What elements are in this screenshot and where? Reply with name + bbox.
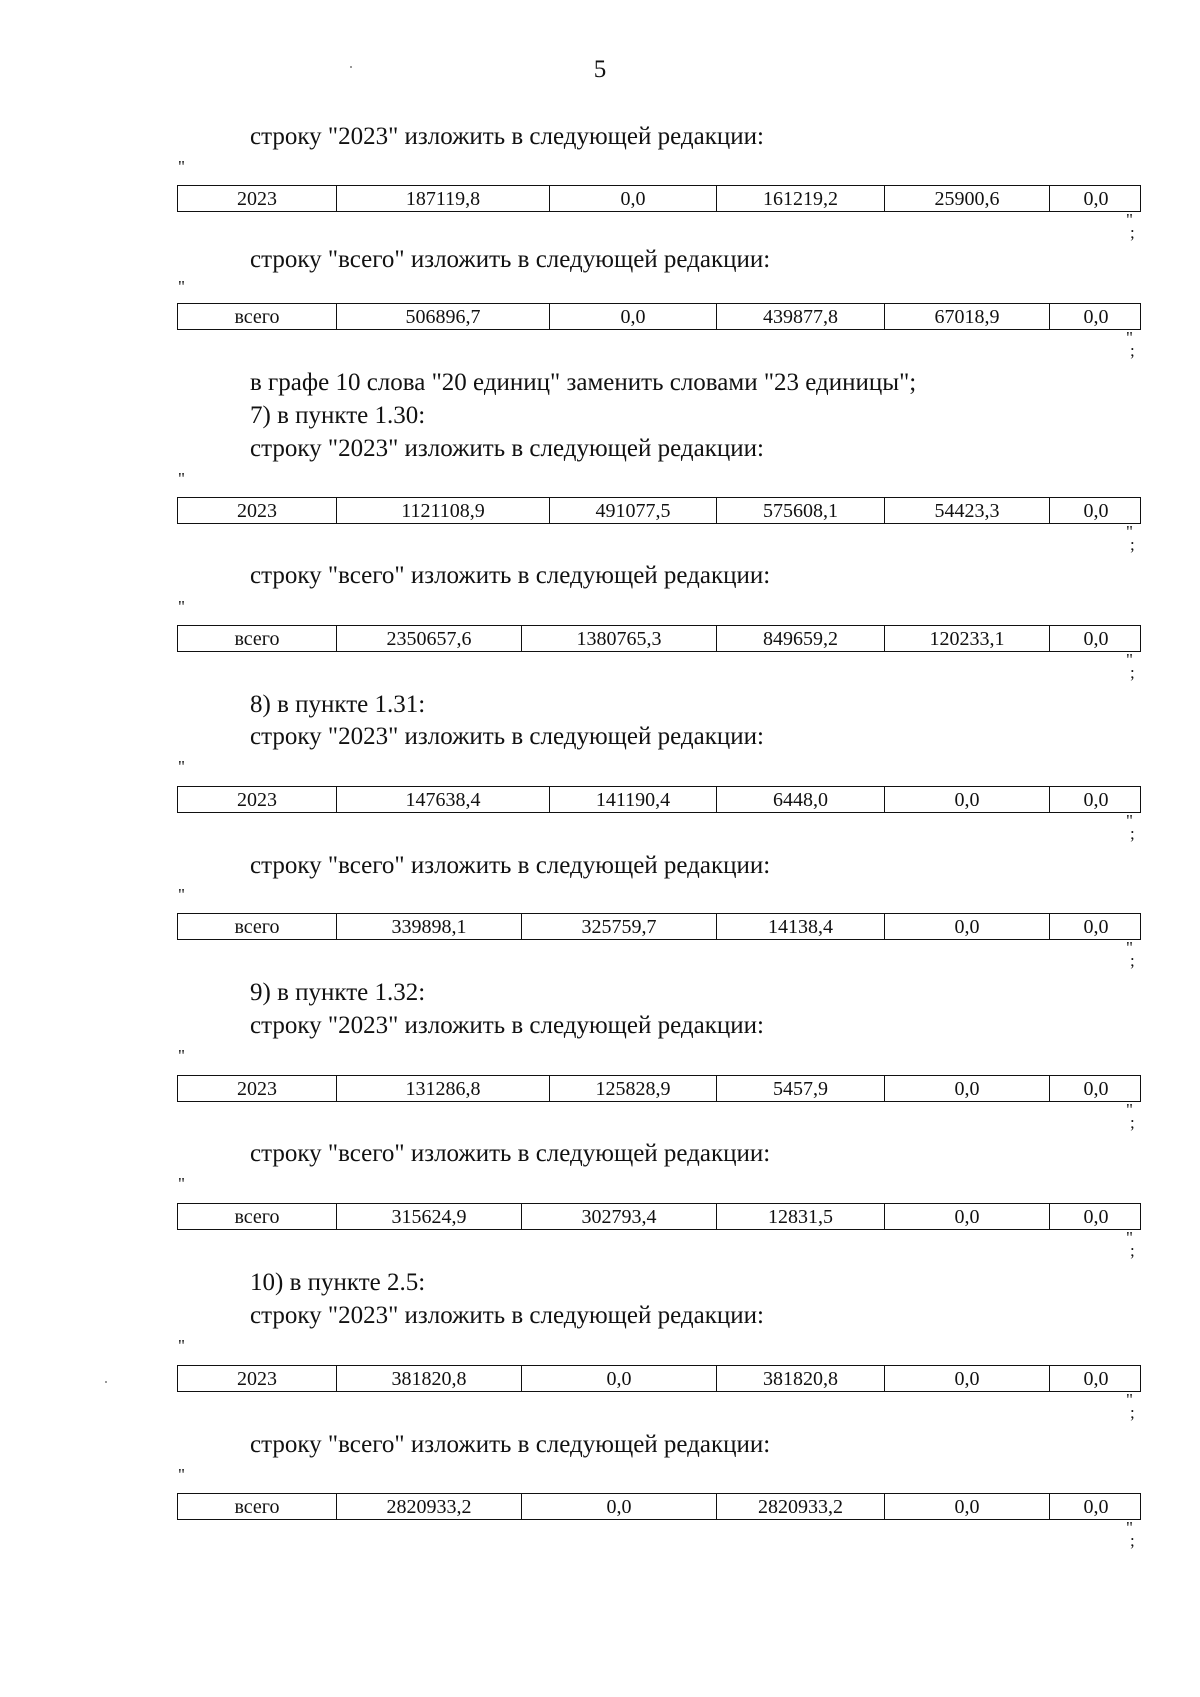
value-cell: 54423,3	[884, 498, 1049, 523]
scan-speck	[350, 66, 352, 68]
value-cell: 0,0	[1049, 1076, 1142, 1101]
value-cell: 2350657,6	[336, 626, 521, 651]
section-heading: 7) в пункте 1.30:	[250, 402, 426, 429]
value-cell: 302793,4	[521, 1204, 716, 1229]
row-label-cell: всего	[234, 628, 280, 650]
value-cell: 125828,9	[549, 1076, 716, 1101]
instruction-line: строку "всего" изложить в следующей редакции:	[250, 1140, 771, 1167]
row-label-cell: 2023	[237, 188, 277, 210]
value-cell: 381820,8	[716, 1366, 884, 1391]
open-quote: "	[178, 469, 185, 488]
value-cell: 849659,2	[716, 626, 884, 651]
instruction-line: строку "2023" изложить в следующей редакции:	[250, 723, 764, 750]
value-cell: 1380765,3	[521, 626, 716, 651]
row-label-cell: 2023	[237, 1078, 277, 1100]
open-quote: "	[178, 1174, 185, 1193]
open-quote: "	[178, 757, 185, 776]
open-quote: "	[178, 277, 185, 296]
value-cell: 187119,8	[336, 186, 549, 211]
value-cell: 506896,7	[336, 304, 549, 329]
value-cell: 6448,0	[716, 787, 884, 812]
close-quote: " ;	[1126, 1518, 1135, 1550]
open-quote: "	[178, 1465, 185, 1484]
close-quote: " ;	[1126, 328, 1135, 360]
value-cell: 575608,1	[716, 498, 884, 523]
instruction-line: строку "2023" изложить в следующей редакции:	[250, 435, 764, 462]
instruction-line: строку "2023" изложить в следующей редакции:	[250, 1012, 764, 1039]
value-cell: 0,0	[1049, 1204, 1142, 1229]
value-cell: 67018,9	[884, 304, 1049, 329]
replacement-table-row	[177, 786, 1141, 813]
scan-speck	[105, 1381, 107, 1383]
instruction-line: строку "всего" изложить в следующей редакции:	[250, 852, 771, 879]
instruction-line: строку "2023" изложить в следующей редакции:	[250, 123, 764, 150]
row-label-cell: всего	[234, 306, 280, 328]
value-cell: 0,0	[1049, 304, 1142, 329]
replacement-table-row	[177, 913, 1141, 940]
instruction-line: строку "всего" изложить в следующей редакции:	[250, 246, 771, 273]
value-cell: 0,0	[1049, 1494, 1142, 1519]
value-cell: 0,0	[1049, 1366, 1142, 1391]
replacement-table-row	[177, 497, 1141, 524]
replacement-table-row	[177, 1203, 1141, 1230]
value-cell: 0,0	[521, 1366, 716, 1391]
instruction-line: строку "всего" изложить в следующей редакции:	[250, 1431, 771, 1458]
value-cell: 2820933,2	[716, 1494, 884, 1519]
close-quote: " ;	[1126, 811, 1135, 843]
value-cell: 0,0	[549, 186, 716, 211]
value-cell: 0,0	[1049, 914, 1142, 939]
value-cell: 439877,8	[716, 304, 884, 329]
replacement-table-row	[177, 1365, 1141, 1392]
close-quote: " ;	[1126, 1228, 1135, 1260]
value-cell: 120233,1	[884, 626, 1049, 651]
value-cell: 2820933,2	[336, 1494, 521, 1519]
section-heading: 8) в пункте 1.31:	[250, 691, 426, 718]
close-quote: " ;	[1126, 522, 1135, 554]
open-quote: "	[178, 157, 185, 176]
value-cell: 131286,8	[336, 1076, 549, 1101]
value-cell: 0,0	[884, 1494, 1049, 1519]
value-cell: 25900,6	[884, 186, 1049, 211]
section-heading: 10) в пункте 2.5:	[250, 1269, 426, 1296]
instruction-line: строку "2023" изложить в следующей редакции:	[250, 1302, 764, 1329]
value-cell: 0,0	[884, 1076, 1049, 1101]
value-cell: 0,0	[1049, 787, 1142, 812]
instruction-line: в графе 10 слова "20 единиц" заменить словами "23 единицы";	[250, 369, 917, 396]
row-label-cell: всего	[234, 1496, 280, 1518]
value-cell: 0,0	[884, 1204, 1049, 1229]
value-cell: 147638,4	[336, 787, 549, 812]
value-cell: 0,0	[1049, 186, 1142, 211]
replacement-table-row	[177, 1075, 1141, 1102]
open-quote: "	[178, 1046, 185, 1065]
value-cell: 491077,5	[549, 498, 716, 523]
value-cell: 5457,9	[716, 1076, 884, 1101]
value-cell: 325759,7	[521, 914, 716, 939]
close-quote: " ;	[1126, 938, 1135, 970]
value-cell: 141190,4	[549, 787, 716, 812]
replacement-table-row	[177, 185, 1141, 212]
value-cell: 0,0	[884, 787, 1049, 812]
value-cell: 14138,4	[716, 914, 884, 939]
close-quote: " ;	[1126, 1100, 1135, 1132]
close-quote: " ;	[1126, 1390, 1135, 1422]
close-quote: " ;	[1126, 650, 1135, 682]
instruction-line: строку "всего" изложить в следующей редакции:	[250, 562, 771, 589]
value-cell: 381820,8	[336, 1366, 521, 1391]
row-label-cell: 2023	[237, 1368, 277, 1390]
value-cell: 0,0	[521, 1494, 716, 1519]
value-cell: 339898,1	[336, 914, 521, 939]
value-cell: 0,0	[884, 914, 1049, 939]
section-heading: 9) в пункте 1.32:	[250, 979, 426, 1006]
value-cell: 0,0	[884, 1366, 1049, 1391]
value-cell: 315624,9	[336, 1204, 521, 1229]
close-quote: " ;	[1126, 210, 1135, 242]
page-number: 5	[593, 56, 607, 83]
value-cell: 12831,5	[716, 1204, 884, 1229]
value-cell: 161219,2	[716, 186, 884, 211]
replacement-table-row	[177, 1493, 1141, 1520]
row-label-cell: 2023	[237, 500, 277, 522]
open-quote: "	[178, 885, 185, 904]
value-cell: 0,0	[1049, 626, 1142, 651]
value-cell: 0,0	[1049, 498, 1142, 523]
open-quote: "	[178, 1336, 185, 1355]
row-label-cell: всего	[234, 1206, 280, 1228]
open-quote: "	[178, 597, 185, 616]
value-cell: 0,0	[549, 304, 716, 329]
row-label-cell: всего	[234, 916, 280, 938]
replacement-table-row	[177, 303, 1141, 330]
replacement-table-row	[177, 625, 1141, 652]
value-cell: 1121108,9	[336, 498, 549, 523]
row-label-cell: 2023	[237, 789, 277, 811]
